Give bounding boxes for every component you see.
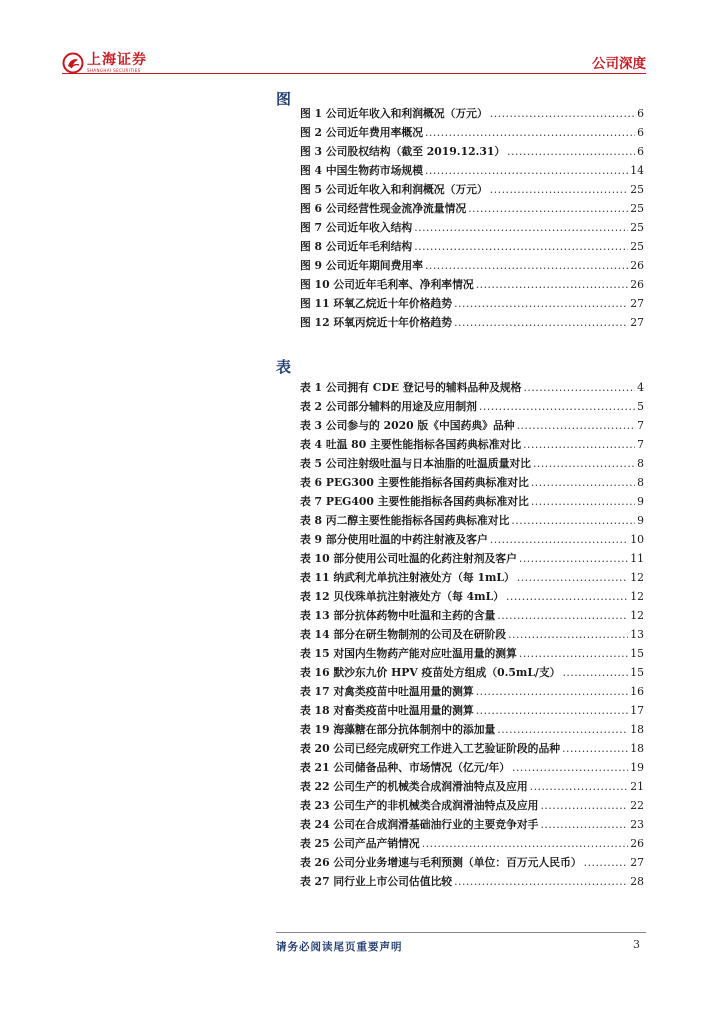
table-toc-entry[interactable]: [300, 874, 644, 893]
entry-label: 表 16 默沙东九价 HPV 疫苗处方组成（0.5mL/支）: [300, 666, 561, 679]
page-number: 3: [633, 938, 640, 951]
entry-label: 表 12 贝伐珠单抗注射液处方（每 4mL）: [300, 590, 504, 603]
disclaimer-link[interactable]: 请务必阅读尾页重要声明: [276, 941, 403, 953]
table-toc-entry[interactable]: [300, 570, 644, 589]
entry-label: 表 9 部分使用吐温的中药注射液及客户: [300, 533, 488, 546]
dot-leader: [540, 799, 628, 812]
entry-page-number: 12: [630, 609, 644, 622]
table-toc-entry[interactable]: [300, 532, 644, 551]
figure-toc-entry[interactable]: [300, 315, 644, 334]
report-type-label: 公司深度: [592, 56, 646, 72]
footer-divider: [276, 932, 646, 933]
table-toc-entry[interactable]: [300, 855, 644, 874]
entry-page-number: 7: [637, 438, 644, 451]
logo-subtext: SHANGHAI SECURITIES: [87, 68, 141, 73]
entry-page-number: 12: [630, 590, 644, 603]
dot-leader: [511, 514, 635, 527]
logo-text: 上海证券: [87, 52, 147, 68]
table-toc-entry[interactable]: [300, 627, 644, 646]
entry-label: 表 27 同行业上市公司估值比较: [300, 875, 453, 888]
entry-page-number: 8: [637, 476, 644, 489]
dot-leader: [422, 837, 629, 850]
dot-leader: [506, 590, 628, 603]
entry-page-number: 6: [637, 145, 644, 158]
entry-page-number: 10: [630, 533, 644, 546]
figure-toc-entry[interactable]: [300, 163, 644, 182]
dot-leader: [523, 381, 635, 394]
figure-toc-entry[interactable]: [300, 277, 644, 296]
entry-page-number: 19: [630, 761, 644, 774]
figure-toc-entry[interactable]: [300, 201, 644, 220]
entry-label: 表 20 公司已经完成研究工作进入工艺验证阶段的品种: [300, 742, 561, 755]
table-toc-entry[interactable]: [300, 684, 644, 703]
dot-leader: [490, 533, 628, 546]
entry-page-number: 12: [630, 571, 644, 584]
table-toc-entry[interactable]: [300, 475, 644, 494]
dot-leader: [531, 495, 635, 508]
dot-leader: [454, 316, 628, 329]
entry-page-number: 9: [637, 514, 644, 527]
table-toc-entry[interactable]: [300, 589, 644, 608]
entry-page-number: 25: [630, 240, 644, 253]
figures-section-title: 图: [276, 90, 292, 108]
table-toc-entry[interactable]: [300, 513, 644, 532]
entry-page-number: 15: [630, 647, 644, 660]
entry-label: 表 6 PEG300 主要性能指标各国药典标准对比: [300, 476, 529, 489]
entry-page-number: 22: [630, 799, 644, 812]
entry-label: 表 21 公司储备品种、市场情况（亿元/年）: [300, 761, 511, 774]
entry-label: 表 23 公司生产的非机械类合成润滑油特点及应用: [300, 799, 539, 812]
entry-label: 表 13 部分抗体药物中吐温和主药的含量: [300, 609, 496, 622]
entry-page-number: 15: [630, 666, 644, 679]
entry-page-number: 6: [637, 126, 644, 139]
table-toc-entry[interactable]: [300, 665, 644, 684]
dot-leader: [468, 202, 628, 215]
table-toc-entry[interactable]: [300, 418, 644, 437]
figure-toc-entry[interactable]: [300, 296, 644, 315]
entry-page-number: 28: [630, 875, 644, 888]
dot-leader: [523, 438, 635, 451]
entry-page-number: 26: [630, 259, 644, 272]
table-toc-entry[interactable]: [300, 608, 644, 627]
entry-label: 表 15 对国内生物药产能对应吐温用量的测算: [300, 647, 517, 660]
dot-leader: [476, 685, 629, 698]
entry-label: 表 25 公司产品产销情况: [300, 837, 420, 850]
entry-page-number: 5: [637, 400, 644, 413]
entry-page-number: 13: [630, 628, 644, 641]
entry-page-number: 6: [637, 107, 644, 120]
dot-leader: [490, 183, 628, 196]
entry-page-number: 4: [637, 381, 644, 394]
dot-leader: [454, 297, 628, 310]
dot-leader: [533, 457, 635, 470]
figure-toc-entry[interactable]: [300, 144, 644, 163]
entry-label: 图 6 公司经营性现金流净流量情况: [300, 202, 467, 215]
entry-label: 表 8 丙二醇主要性能指标各国药典标准对比: [300, 514, 510, 527]
entry-label: 图 4 中国生物药市场规模: [300, 164, 423, 177]
entry-label: 图 1 公司近年收入和利润概况（万元）: [300, 107, 488, 120]
entry-page-number: 27: [630, 316, 644, 329]
entry-label: 图 12 环氧丙烷近十年价格趋势: [300, 316, 453, 329]
figure-toc-entry[interactable]: [300, 182, 644, 201]
entry-page-number: 8: [637, 457, 644, 470]
dot-leader: [476, 704, 629, 717]
dot-leader: [531, 476, 635, 489]
table-toc-entry[interactable]: [300, 456, 644, 475]
dot-leader: [562, 666, 628, 679]
dot-leader: [519, 647, 628, 660]
entry-label: 图 2 公司近年费用率概况: [300, 126, 423, 139]
table-toc-entry[interactable]: [300, 798, 644, 817]
dot-leader: [507, 145, 635, 158]
entry-label: 表 18 对畜类疫苗中吐温用量的测算: [300, 704, 474, 717]
entry-page-number: 25: [630, 202, 644, 215]
entry-page-number: 16: [630, 685, 644, 698]
entry-label: 表 19 海藻糖在部分抗体制剂中的添加量: [300, 723, 496, 736]
entry-page-number: 25: [630, 221, 644, 234]
entry-page-number: 27: [630, 297, 644, 310]
entry-label: 表 5 公司注射级吐温与日本油脂的吐温质量对比: [300, 457, 531, 470]
entry-page-number: 14: [630, 164, 644, 177]
table-toc-entry[interactable]: [300, 741, 644, 760]
entry-label: 表 14 部分在研生物制剂的公司及在研阶段: [300, 628, 507, 641]
logo-emblem-icon: [62, 52, 84, 74]
dot-leader: [476, 278, 629, 291]
entry-label: 表 1 公司拥有 CDE 登记号的辅料品种及规格: [300, 381, 522, 394]
figure-toc-entry[interactable]: [300, 220, 644, 239]
entry-page-number: 11: [630, 552, 644, 565]
entry-label: 表 24 公司在合成润滑基础油行业的主要竞争对手: [300, 818, 539, 831]
dot-leader: [540, 818, 628, 831]
tables-section-title: 表: [276, 358, 292, 376]
table-toc-entry[interactable]: [300, 703, 644, 722]
table-toc-entry[interactable]: [300, 551, 644, 570]
entry-label: 图 11 环氧乙烷近十年价格趋势: [300, 297, 453, 310]
dot-leader: [490, 107, 635, 120]
entry-page-number: 18: [630, 723, 644, 736]
table-toc-entry[interactable]: [300, 399, 644, 418]
entry-label: 表 4 吐温 80 主要性能指标各国药典标准对比: [300, 438, 522, 451]
dot-leader: [425, 126, 635, 139]
entry-page-number: 9: [637, 495, 644, 508]
entry-label: 图 7 公司近年收入结构: [300, 221, 413, 234]
entry-label: 表 11 纳武利尤单抗注射液处方（每 1mL）: [300, 571, 515, 584]
figure-toc-entry[interactable]: [300, 106, 644, 125]
entry-page-number: 17: [630, 704, 644, 717]
figures-list: [300, 106, 644, 334]
table-toc-entry[interactable]: [300, 437, 644, 456]
header-divider: [62, 73, 646, 74]
entry-label: 表 17 对禽类疫苗中吐温用量的测算: [300, 685, 474, 698]
entry-page-number: 26: [630, 837, 644, 850]
entry-label: 图 10 公司近年毛利率、净利率情况: [300, 278, 474, 291]
entry-page-number: 27: [630, 856, 644, 869]
dot-leader: [497, 723, 628, 736]
figure-toc-entry[interactable]: [300, 258, 644, 277]
company-logo: [62, 52, 147, 74]
dot-leader: [517, 571, 628, 584]
entry-label: 图 8 公司近年毛利结构: [300, 240, 413, 253]
entry-page-number: 25: [630, 183, 644, 196]
dot-leader: [562, 742, 628, 755]
entry-label: 图 3 公司股权结构（截至 2019.12.31）: [300, 145, 506, 158]
dot-leader: [497, 609, 628, 622]
entry-page-number: 7: [637, 419, 644, 432]
entry-label: 图 5 公司近年收入和利润概况（万元）: [300, 183, 488, 196]
dot-leader: [508, 628, 628, 641]
entry-label: 表 26 公司分业务增速与毛利预测（单位：百万元人民币）: [300, 856, 582, 869]
entry-label: 图 9 公司近年期间费用率: [300, 259, 423, 272]
dot-leader: [425, 164, 628, 177]
dot-leader: [530, 780, 629, 793]
table-toc-entry[interactable]: [300, 779, 644, 798]
table-toc-entry[interactable]: [300, 380, 644, 399]
table-toc-entry[interactable]: [300, 836, 644, 855]
dot-leader: [425, 259, 628, 272]
table-toc-entry[interactable]: [300, 646, 644, 665]
entry-label: 表 2 公司部分辅料的用途及应用制剂: [300, 400, 477, 413]
dot-leader: [414, 240, 628, 253]
page-header: [0, 0, 724, 80]
entry-label: 表 22 公司生产的机械类合成润滑油特点及应用: [300, 780, 528, 793]
dot-leader: [517, 419, 636, 432]
dot-leader: [454, 875, 628, 888]
dot-leader: [584, 856, 629, 869]
entry-page-number: 23: [630, 818, 644, 831]
table-toc-entry[interactable]: [300, 817, 644, 836]
entry-page-number: 21: [630, 780, 644, 793]
table-toc-entry[interactable]: [300, 760, 644, 779]
entry-page-number: 18: [630, 742, 644, 755]
entry-label: 表 3 公司参与的 2020 版《中国药典》品种: [300, 419, 515, 432]
table-toc-entry[interactable]: [300, 722, 644, 741]
figure-toc-entry[interactable]: [300, 125, 644, 144]
dot-leader: [512, 761, 628, 774]
table-toc-entry[interactable]: [300, 494, 644, 513]
entry-label: 表 7 PEG400 主要性能指标各国药典标准对比: [300, 495, 529, 508]
figure-toc-entry[interactable]: [300, 239, 644, 258]
dot-leader: [479, 400, 635, 413]
dot-leader: [519, 552, 628, 565]
entry-label: 表 10 部分使用公司吐温的化药注射剂及客户: [300, 552, 517, 565]
entry-page-number: 26: [630, 278, 644, 291]
dot-leader: [414, 221, 628, 234]
tables-list: [300, 380, 644, 893]
